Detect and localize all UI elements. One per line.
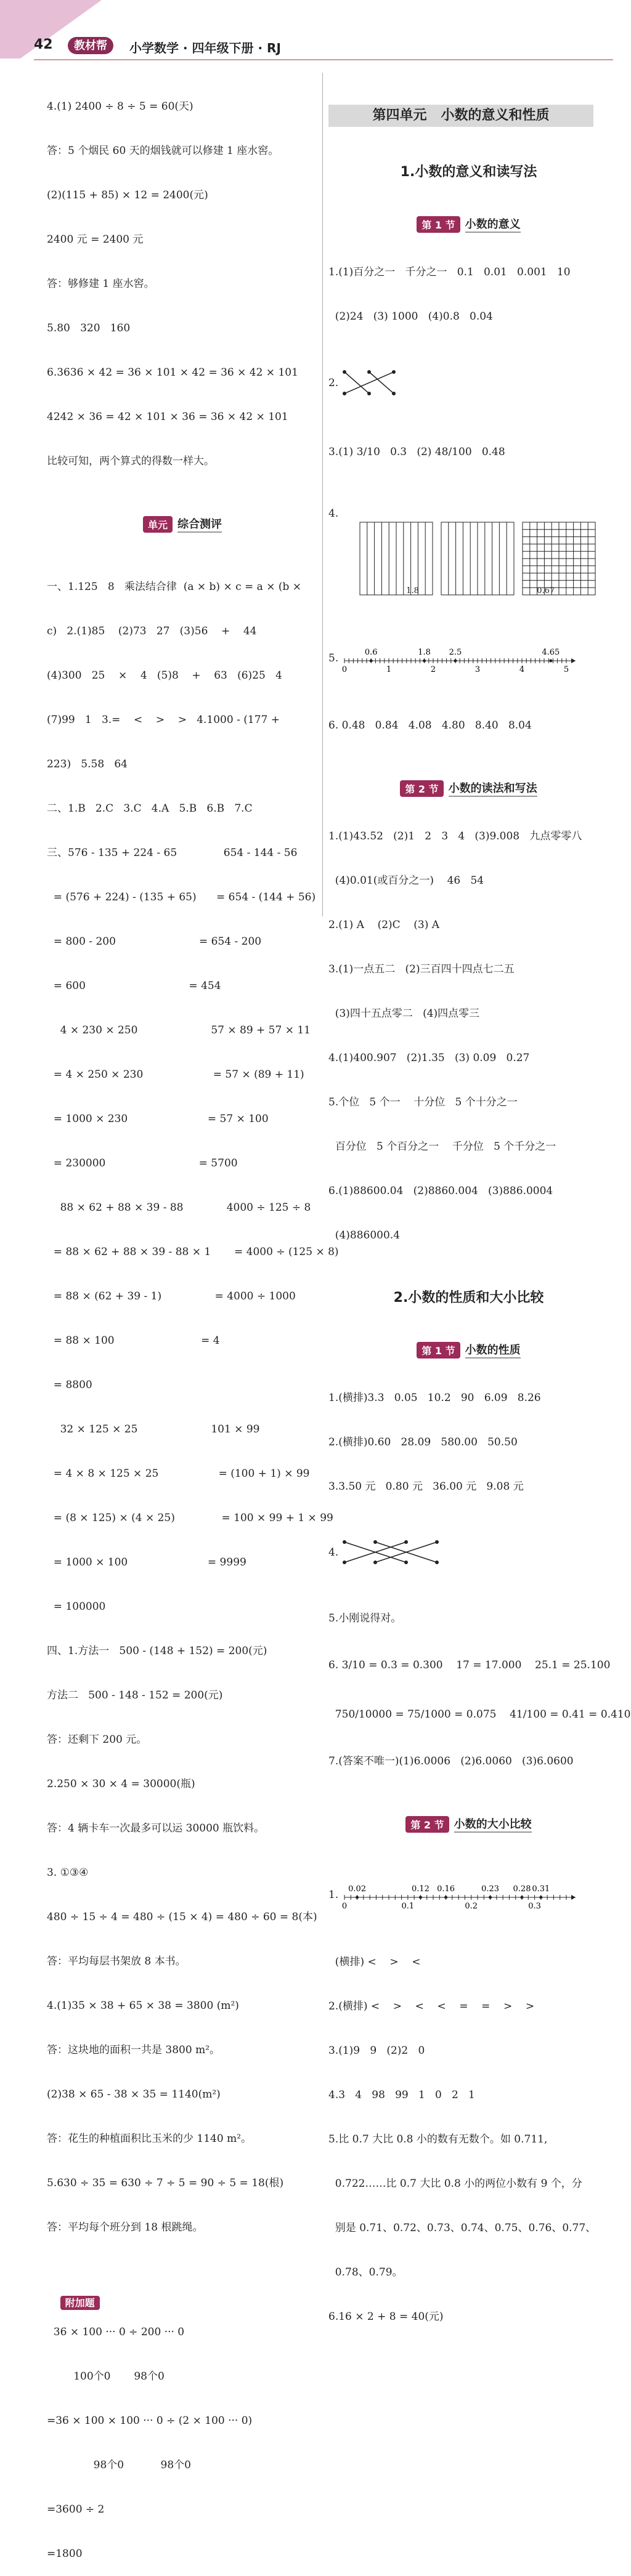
bonus-tag: 附加题 xyxy=(60,2296,100,2310)
tick-label: 0 xyxy=(342,1902,348,1911)
subsection-label: 小数的意义 xyxy=(465,216,521,233)
matching-lines xyxy=(338,369,425,397)
tick-label: 0.3 xyxy=(528,1902,542,1911)
section-title: 1.小数的意义和读写法 xyxy=(400,164,537,180)
brand-badge: 教材帮 xyxy=(68,37,113,54)
answer-line: c) 2.(1)85 (2)73 27 (3)56 + 44 xyxy=(47,625,257,637)
tick-label: 5 xyxy=(564,665,569,674)
answer-line: = 8800 xyxy=(47,1379,92,1391)
answer-line: 1.(横排)3.3 0.05 10.2 90 6.09 8.26 xyxy=(328,1392,541,1404)
answer-line: 百分位 5 个百分之一 千分位 5 个千分之一 xyxy=(328,1141,556,1153)
point-label: 4.65 xyxy=(542,648,560,657)
point-mark xyxy=(419,1896,422,1899)
number-line-answer xyxy=(328,1880,609,1910)
number-line-answer xyxy=(328,643,609,674)
answer-line: 6.3636 × 42 = 36 × 101 × 42 = 36 × 42 × 101 xyxy=(47,366,298,379)
answer-line: 2.(1) A (2)C (3) A xyxy=(328,919,440,931)
answer-line: = 1000 × 100 = 9999 xyxy=(47,1556,246,1569)
answer-line: (2)24 (3) 1000 (4)0.8 0.04 xyxy=(328,310,493,323)
answer-line: 6. 0.48 0.84 4.08 4.80 8.40 8.04 xyxy=(328,719,532,732)
point-mark xyxy=(454,660,457,663)
number-line xyxy=(338,1880,585,1910)
answer-line: 2.(横排)0.60 28.09 580.00 50.50 xyxy=(328,1436,518,1448)
number-line xyxy=(338,644,585,673)
matching-lines xyxy=(338,1539,443,1566)
unit-title: 第四单元 小数的意义和性质 xyxy=(328,105,593,127)
answer-line: (7)99 1 3.= < > > 4.1000 - (177 + xyxy=(47,714,280,726)
answer-line: 二、1.B 2.C 3.C 4.A 5.B 6.B 7.C xyxy=(47,802,253,815)
answer-line: 方法二 500 - 148 - 152 = 200(元) xyxy=(47,1689,223,1702)
answer-line: 别是 0.71、0.72、0.73、0.74、0.75、0.76、0.77、 xyxy=(328,2222,596,2234)
tick-label: 0.2 xyxy=(465,1902,478,1911)
answer-line: = 88 × 62 + 88 × 39 - 88 × 1 = 4000 ÷ (125 × 8) xyxy=(47,1246,339,1258)
answer-line: 5.80 320 160 xyxy=(47,322,131,334)
point-label: 0.12 xyxy=(412,1884,430,1894)
answer-line: = (576 + 224) - (135 + 65) = 654 - (144 + 56) xyxy=(47,891,316,903)
answer-line: (2)(115 + 85) × 12 = 2400(元) xyxy=(47,189,208,201)
point-mark xyxy=(489,1896,492,1899)
point-label: 0.31 xyxy=(532,1884,550,1894)
answer-line: = 88 × 100 = 4 xyxy=(47,1334,220,1347)
answer-line: 5.比 0.7 大比 0.8 小的数有无数个。如 0.711, xyxy=(328,2133,548,2146)
answer-line: 0.78、0.79。 xyxy=(328,2266,403,2279)
decimal-grids xyxy=(359,521,605,601)
matching-answer xyxy=(328,368,609,398)
answer-line: 答：平均每个班分到 18 根跳绳。 xyxy=(47,2221,203,2234)
tick-label: 0.1 xyxy=(401,1902,415,1911)
answer-line: 1.(1)43.52 (2)1 2 3 4 (3)9.008 九点零零八 xyxy=(328,830,582,842)
answer-line: 4.(1) 2400 ÷ 8 ÷ 5 = 60(天) xyxy=(47,100,193,113)
point-label: 0.16 xyxy=(437,1884,455,1894)
arrow-icon xyxy=(571,1895,576,1900)
answer-line: 2400 元 = 2400 元 xyxy=(47,233,144,246)
point-label: 1.8 xyxy=(418,648,431,657)
answer-line: 3.3.50 元 0.80 元 36.00 元 9.08 元 xyxy=(328,1480,524,1493)
question-number: 4. xyxy=(328,507,339,520)
page-number: 42 xyxy=(34,37,53,52)
subsection-tag: 第 1 节 xyxy=(417,1342,460,1359)
subsection-tag: 第 2 节 xyxy=(405,1816,449,1833)
answer-line: 5.小刚说得对。 xyxy=(328,1612,402,1625)
point-mark xyxy=(370,660,373,663)
answer-line: 223) 5.58 64 xyxy=(47,758,128,770)
answer-line: 0.722……比 0.7 大比 0.8 小的两位小数有 9 个，分 xyxy=(328,2178,582,2190)
bonus-line: =1800 xyxy=(47,2548,83,2560)
matching-answer xyxy=(328,1538,609,1567)
grid-label: 1.8 xyxy=(406,586,419,596)
answer-line: (4)0.01(或百分之一) 46 54 xyxy=(328,874,484,887)
answer-line: 比较可知，两个算式的得数一样大。 xyxy=(47,455,214,467)
subsection-title xyxy=(328,1340,609,1360)
point-label: 0.6 xyxy=(365,648,378,657)
answer-line: 6.(1)88600.04 (2)8860.004 (3)886.0004 xyxy=(328,1185,553,1197)
answer-line: 88 × 62 + 88 × 39 - 88 4000 ÷ 125 ÷ 8 xyxy=(47,1201,311,1214)
bonus-line: 100个0 98个0 xyxy=(47,2370,165,2383)
answer-line: 答：还剩下 200 元。 xyxy=(47,1734,147,1746)
answer-line: (4)300 25 × 4 (5)8 + 63 (6)25 4 xyxy=(47,669,282,682)
right-column xyxy=(328,75,631,2339)
subsection-title xyxy=(328,1814,609,1834)
question-number: 2. xyxy=(328,377,339,389)
answer-line: 3.(1)一点五二 (2)三百四十四点七二五 xyxy=(328,963,515,975)
answer-line: 5.630 ÷ 35 = 630 ÷ 7 ÷ 5 = 90 ÷ 5 = 18(根) xyxy=(47,2177,284,2189)
answer-line: = 88 × (62 + 39 - 1) = 4000 ÷ 1000 xyxy=(47,1290,296,1302)
point-mark xyxy=(444,1896,447,1899)
point-label: 0.28 xyxy=(513,1884,531,1894)
answer-line: = 4 × 250 × 230 = 57 × (89 + 11) xyxy=(47,1068,304,1081)
bonus-line: =3600 ÷ 2 xyxy=(47,2503,105,2516)
subsection-title xyxy=(328,214,609,234)
grid-answer xyxy=(328,506,609,599)
unit-test-label: 综合测评 xyxy=(177,515,222,533)
unit-test-tag: 单元 xyxy=(143,516,173,533)
answer-line: = 600 = 454 xyxy=(47,980,221,992)
point-label: 0.23 xyxy=(481,1884,500,1894)
tick-label: 1 xyxy=(386,665,392,674)
answer-line: 一、1.125 8 乘法结合律 (a × b) × c = a × (b × xyxy=(47,581,302,593)
header-rule xyxy=(34,59,613,60)
answer-line: 答：花生的种植面积比玉米的少 1140 m²。 xyxy=(47,2133,252,2145)
question-number: 4. xyxy=(328,1546,339,1559)
question-number: 5. xyxy=(328,652,339,664)
bonus-line: =36 × 100 × 100 ··· 0 ÷ (2 × 100 ··· 0) xyxy=(47,2415,253,2427)
point-mark xyxy=(550,660,553,663)
answer-line: 5.个位 5 个一 十分位 5 个十分之一 xyxy=(328,1096,518,1108)
point-mark xyxy=(540,1896,543,1899)
point-label: 0.02 xyxy=(348,1884,367,1894)
tick-label: 0 xyxy=(342,665,348,674)
answer-line: 32 × 125 × 25 101 × 99 xyxy=(47,1423,260,1435)
answer-line: 2.250 × 30 × 4 = 30000(瓶) xyxy=(47,1778,195,1790)
page-header xyxy=(34,37,613,57)
answer-line: 2.(横排) < > < < = = > > xyxy=(328,2000,535,2013)
section-title: 2.小数的性质和大小比较 xyxy=(393,1290,544,1306)
bonus-line: 98个0 98个0 xyxy=(47,2459,191,2471)
arrow-icon xyxy=(571,658,576,663)
answer-line: 答：这块地的面积一共是 3800 m²。 xyxy=(47,2044,221,2056)
subsection-tag: 第 2 节 xyxy=(400,780,443,797)
answer-line: 7.(答案不唯一)(1)6.0006 (2)6.0060 (3)6.0600 xyxy=(328,1755,574,1767)
answer-line: = 4 × 8 × 125 × 25 = (100 + 1) × 99 xyxy=(47,1468,310,1480)
answer-line: (4)886000.4 xyxy=(328,1229,401,1242)
tick-label: 4 xyxy=(519,665,525,674)
bonus-line: 36 × 100 ··· 0 ÷ 200 ··· 0 xyxy=(47,2326,185,2338)
left-column xyxy=(47,70,339,2576)
answer-line: 4242 × 36 = 42 × 101 × 36 = 36 × 42 × 101 xyxy=(47,411,288,423)
answer-line: = 800 - 200 = 654 - 200 xyxy=(47,935,262,948)
subsection-title xyxy=(328,778,609,798)
tick-label: 2 xyxy=(431,665,436,674)
answer-line: 750/10000 = 75/1000 = 0.075 41/100 = 0.41 = 0.410 xyxy=(328,1708,631,1721)
point-mark xyxy=(356,1896,359,1899)
answer-line: = (8 × 125) × (4 × 25) = 100 × 99 + 1 × 99 xyxy=(47,1512,333,1524)
question-number: 1. xyxy=(328,1889,339,1901)
unit-test-title xyxy=(47,514,318,534)
answer-line: 答：平均每层书架放 8 本书。 xyxy=(47,1955,186,1968)
tick-label: 3 xyxy=(475,665,481,674)
book-title: 小学数学 · 四年级下册 · RJ xyxy=(129,41,281,55)
answer-line: 4.(1)400.907 (2)1.35 (3) 0.09 0.27 xyxy=(328,1052,530,1064)
subsection-label: 小数的读法和写法 xyxy=(449,780,537,797)
answer-line: = 100000 xyxy=(47,1601,106,1613)
subsection-label: 小数的大小比较 xyxy=(454,1815,532,1833)
answer-line: 3. ①③④ xyxy=(47,1867,89,1879)
answer-line: 三、576 - 135 + 224 - 65 654 - 144 - 56 xyxy=(47,847,298,859)
subsection-label: 小数的性质 xyxy=(465,1341,521,1359)
answer-line: 答：5 个烟民 60 天的烟钱就可以修建 1 座水窖。 xyxy=(47,145,279,157)
answer-line: (2)38 × 65 - 38 × 35 = 1140(m²) xyxy=(47,2088,221,2101)
answer-line: 480 ÷ 15 ÷ 4 = 480 ÷ (15 × 4) = 480 ÷ 60 = 8(本) xyxy=(47,1911,317,1923)
answer-line: 1.(1)百分之一 千分之一 0.1 0.01 0.001 10 xyxy=(328,266,571,278)
answer-line: 4 × 230 × 250 57 × 89 + 57 × 11 xyxy=(47,1024,311,1036)
point-mark xyxy=(521,1896,524,1899)
answer-line: 4.3 4 98 99 1 0 2 1 xyxy=(328,2089,475,2101)
column-divider xyxy=(322,73,323,916)
answer-line: 4.(1)35 × 38 + 65 × 38 = 3800 (m²) xyxy=(47,2000,239,2012)
answer-line: 答：4 辆卡车一次最多可以运 30000 瓶饮料。 xyxy=(47,1822,265,1835)
answer-line: (横排) < > < xyxy=(328,1956,421,1968)
answer-line: (3)四十五点零二 (4)四点零三 xyxy=(328,1007,480,1020)
answer-line: = 1000 × 230 = 57 × 100 xyxy=(47,1113,269,1125)
answer-line: 四、1.方法一 500 - (148 + 152) = 200(元) xyxy=(47,1645,267,1657)
subsection-tag: 第 1 节 xyxy=(417,216,460,233)
answer-line: 6. 3/10 = 0.3 = 0.300 17 = 17.000 25.1 = 25.100 xyxy=(328,1659,611,1671)
point-mark xyxy=(423,660,426,663)
answer-line: 3.(1) 3/10 0.3 (2) 48/100 0.48 xyxy=(328,446,505,458)
answer-line: 6.16 × 2 + 8 = 40(元) xyxy=(328,2311,444,2323)
point-label: 2.5 xyxy=(449,648,462,657)
answer-line: 3.(1)9 9 (2)2 0 xyxy=(328,2045,425,2057)
grid-label: 0.67 xyxy=(537,586,555,596)
answer-line: 答：够修建 1 座水窖。 xyxy=(47,278,155,290)
answer-line: = 230000 = 5700 xyxy=(47,1157,238,1169)
